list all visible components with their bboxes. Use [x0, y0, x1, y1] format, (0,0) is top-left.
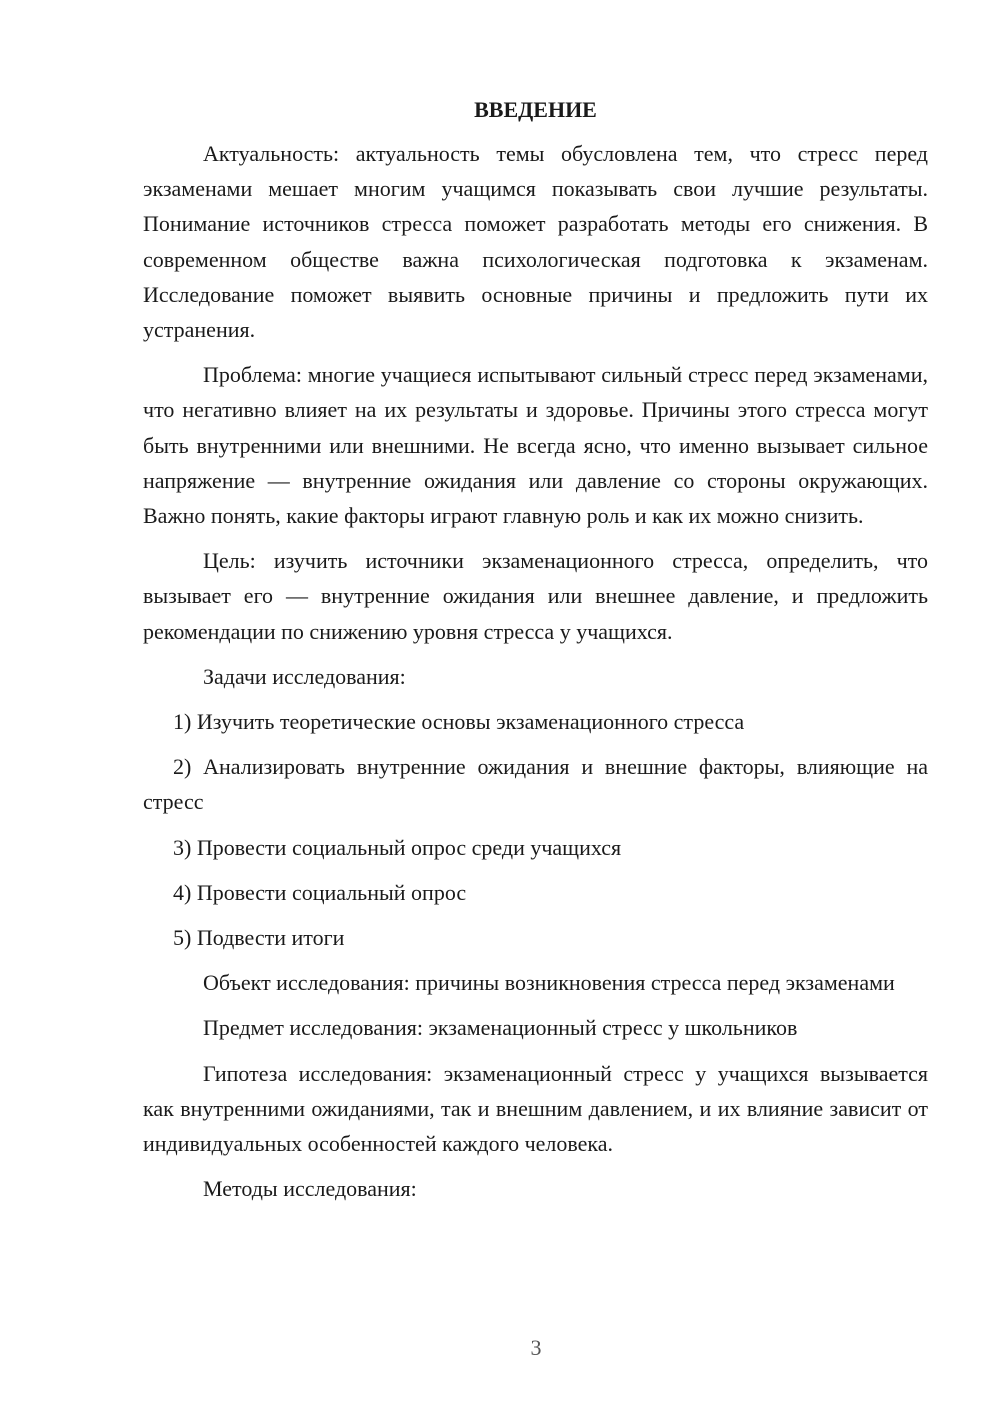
- problem-paragraph: Проблема: многие учащиеся испытывают сильный стресс перед экзаменами, что негативно влияет на их результаты и здоровье. Причины этого стресса могут быть внутренними или внешними. Не всегда ясно, что именно вызывает сильное напряжение — внутренние ожидания или давление со стороны окружающих. Важно понять, какие факторы играют главную роль и как их можно снизить.: [143, 362, 928, 529]
- relevance-paragraph: Актуальность: актуальность темы обусловлена тем, что стресс перед экзаменами мешает многим учащимся показывать свои лучшие результаты. Понимание источников стресса поможет разработать методы его снижения. В современном обществе важна психологическая подготовка к экзаменам. Исследование поможет выявить основные причины и предложить пути их устранения.: [143, 141, 928, 343]
- page-content: [143, 94, 928, 1216]
- object-paragraph: Объект исследования: причины возникновения стресса перед экзаменами: [203, 970, 895, 996]
- tasks-heading: Задачи исследования:: [203, 663, 406, 689]
- list-item: 3) Провести социальный опрос среди учащихся: [173, 834, 622, 860]
- methods-heading: Методы исследования:: [203, 1176, 417, 1202]
- subject-paragraph: Предмет исследования: экзаменационный стресс у школьников: [203, 1015, 798, 1041]
- list-item: 5) Подвести итоги: [173, 925, 345, 951]
- list-item: 2) Анализировать внутренние ожидания и внешние факторы, влияющие на стресс: [143, 754, 928, 815]
- page-title: ВВЕДЕНИЕ: [474, 97, 597, 122]
- list-item: 1) Изучить теоретические основы экзаменационного стресса: [173, 709, 745, 735]
- list-item: 4) Провести социальный опрос: [173, 879, 467, 905]
- goal-paragraph: Цель: изучить источники экзаменационного стресса, определить, что вызывает его — внутренние ожидания или внешнее давление, и предложить рекомендации по снижению уровня стресса у учащихся.: [143, 548, 928, 644]
- tasks-list: [143, 704, 928, 955]
- page-number: 3: [530, 1335, 542, 1360]
- hypothesis-paragraph: Гипотеза исследования: экзаменационный стресс у учащихся вызывается как внутренними ожиданиями, так и внешним давлением, и их влияние зависит от индивидуальных особенностей каждого человека.: [143, 1060, 928, 1157]
